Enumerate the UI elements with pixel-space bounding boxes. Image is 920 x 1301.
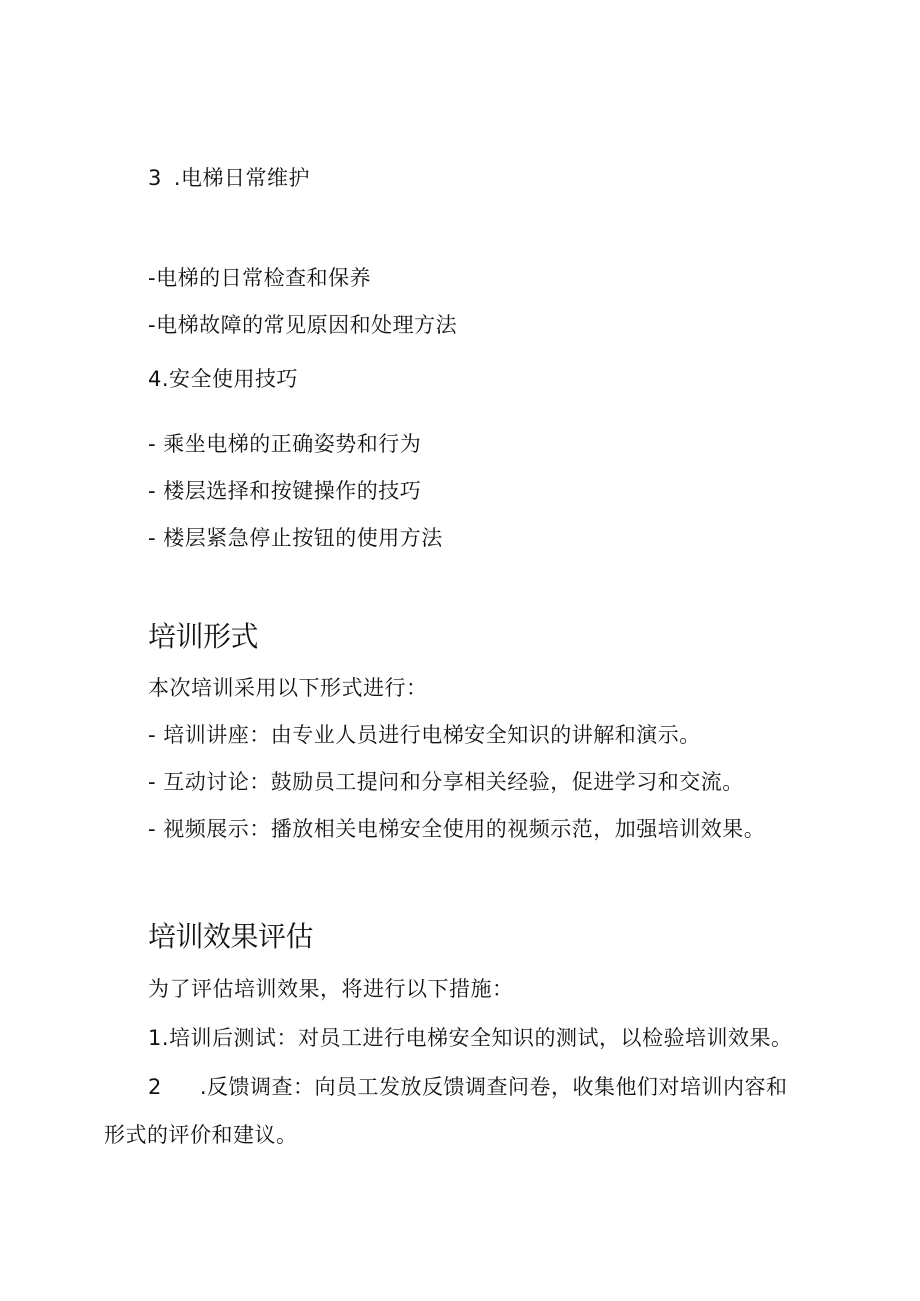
training-format-item-3: - 视频展示：播放相关电梯安全使用的视频示范，加强培训效果。 [148,817,766,841]
evaluation-item-2-line-2: 形式的评价和建议。 [104,1123,298,1147]
section4-title: 4.安全使用技巧 [148,367,299,391]
evaluation-intro: 为了评估培训效果，将进行以下措施： [148,977,514,1001]
section4-item-2: - 楼层选择和按键操作的技巧 [148,479,422,503]
training-format-intro: 本次培训采用以下形式进行： [148,676,428,700]
section3-item-1: -电梯的日常检查和保养 [148,266,372,290]
section3-number: 3 [148,166,162,190]
evaluation-item-1: 1.培训后测试：对员工进行电梯安全知识的测试，以检验培训效果。 [148,1026,793,1050]
section4-item-1: - 乘坐电梯的正确姿势和行为 [148,432,422,456]
evaluation-item-2-number: 2 [148,1075,162,1099]
section4-item-3: - 楼层紧急停止按钮的使用方法 [148,526,443,550]
evaluation-item-2-text: .反馈调查：向员工发放反馈调查问卷，收集他们对培训内容和 [199,1075,788,1099]
training-format-heading: 培训形式 [148,620,259,653]
evaluation-heading: 培训效果评估 [148,920,314,953]
evaluation-item-2-line-1 [148,1074,788,1100]
training-format-item-2: - 互动讨论：鼓励员工提问和分享相关经验，促进学习和交流。 [148,770,744,794]
section3-title-line [148,165,310,191]
section3-item-2: -电梯故障的常见原因和处理方法 [148,313,458,337]
section3-title: .电梯日常维护 [173,166,311,190]
training-format-item-1: - 培训讲座：由专业人员进行电梯安全知识的讲解和演示。 [148,723,701,747]
